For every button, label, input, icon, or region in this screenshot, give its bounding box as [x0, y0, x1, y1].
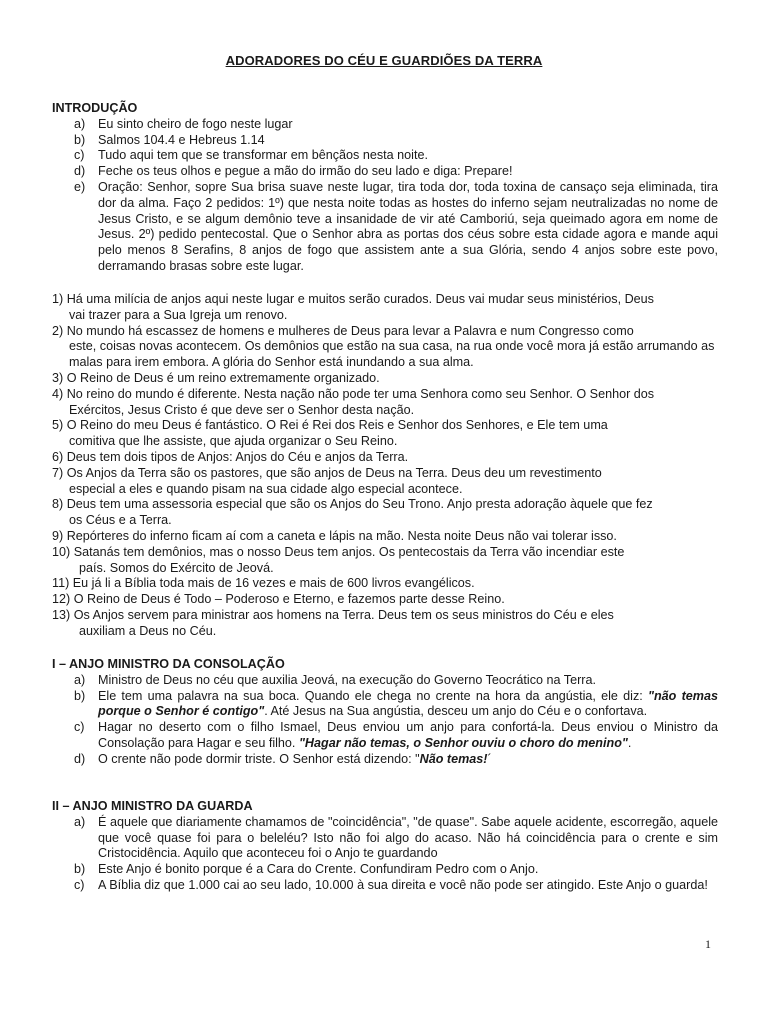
list-item: 8) Deus tem uma assessoria especial que são os Anjos do Seu Trono. Anjo presta adoração àquele que fez os Céus e a Terra.	[52, 497, 653, 528]
section-list	[52, 815, 718, 894]
intro-section	[52, 101, 718, 275]
list-item: c) Hagar no deserto com o filho Ismael, Deus enviou um anjo para confortá-la. Deus enviou o Ministro da Consolação para Hagar e seu filho. "Hagar não temas, o Senhor ouviu o choro do menino".	[74, 720, 718, 750]
list-item: 6) Deus tem dois tipos de Anjos: Anjos do Céu e anjos da Terra.	[52, 449, 409, 464]
list-item: 5) O Reino do meu Deus é fantástico. O Rei é Rei dos Reis e Senhor dos Senhores, e Ele tem uma comitiva que lhe assiste, que ajuda organizar o Seu Reino.	[52, 418, 608, 449]
list-item: 12) O Reino de Deus é Todo – Poderoso e Eterno, e fazemos parte desse Reino.	[52, 592, 505, 607]
list-item: d) O crente não pode dormir triste. O Senhor está dizendo: "Não temas!´	[74, 751, 492, 766]
page-number: 1	[705, 937, 711, 951]
list-item: c) Tudo aqui tem que se transformar em bênçãos nesta noite.	[74, 148, 428, 163]
list-item: e) Oração: Senhor, sopre Sua brisa suave neste lugar, tira toda dor, toda toxina de cansaço seja eliminada, tira dor da alma. Faço 2 pedidos: 1º) que nesta noite todas as hostes do inferno sejam neutralizadas no nome de Jesus Cristo, e se algum demônio teve a insanidade de vir até Camboriú, seja queimado agora em nome de Jesus. 2º) pedido pentecostal. Que o Senhor abra as portas dos céus sobre esta cidade agora e mande aqui pelo menos 8 Serafins, 8 anjos de fogo que assistem ante a sua Glória, sendo 4 anjos sobre este povo, derramando brasas sobre este lugar.	[74, 179, 718, 273]
list-item: 10) Satanás tem demônios, mas o nosso Deus tem anjos. Os pentecostais da Terra vão incendiar este país. Somos do Exército de Jeová.	[52, 544, 625, 575]
list-item: a) Eu sinto cheiro de fogo neste lugar	[74, 116, 293, 131]
list-item: 2) No mundo há escassez de homens e mulheres de Deus para levar a Palavra e num Congresso como este, coisas novas acontecem. Os demônios que estão na sua casa, na rua onde você mora já estão arrumando as malas para irem embora. A glória do Senhor está inundando a sua alma.	[52, 323, 715, 370]
numbered-list	[52, 292, 718, 640]
intro-heading: INTRODUÇÃO	[52, 101, 138, 115]
list-item: 1) Há uma milícia de anjos aqui neste lugar e muitos serão curados. Deus vai mudar seus ministérios, Deus vai trazer para a Sua Igreja um renovo.	[52, 292, 654, 322]
list-item: 4) No reino do mundo é diferente. Nesta nação não pode ter uma Senhora como seu Senhor. O Senhor dos Exércitos, Jesus Cristo é que deve ser o Senhor desta nação.	[52, 386, 655, 417]
list-item: a) Ministro de Deus no céu que auxilia Jeová, na execução do Governo Teocrático na Terra.	[74, 672, 596, 687]
list-item: b) Este Anjo é bonito porque é a Cara do Crente. Confundiram Pedro com o Anjo.	[74, 862, 539, 877]
list-item: 9) Repórteres do inferno ficam aí com a caneta e lápis na mão. Nesta noite Deus não vai tolerar isso.	[52, 528, 617, 543]
list-item: 13) Os Anjos servem para ministrar aos homens na Terra. Deus tem os seus ministros do Céu e eles auxiliam a Deus no Céu.	[52, 607, 614, 638]
list-item: c) A Bíblia diz que 1.000 cai ao seu lado, 10.000 à sua direita e você não pode ser atingido. Este Anjo o guarda!	[74, 877, 708, 892]
list-item: b) Salmos 104.4 e Hebreus 1.14	[74, 132, 265, 147]
list-item: d) Feche os teus olhos e pegue a mão do irmão do seu lado e diga: Prepare!	[74, 164, 513, 179]
list-item: 3) O Reino de Deus é um reino extremamente organizado.	[52, 370, 380, 385]
section-list	[52, 673, 718, 768]
section-heading: II – ANJO MINISTRO DA GUARDA	[52, 799, 253, 813]
document-title: ADORADORES DO CÉU E GUARDIÕES DA TERRA	[225, 53, 543, 68]
section-consolacao	[52, 657, 718, 768]
intro-list	[52, 117, 718, 275]
section-guarda	[52, 799, 718, 894]
list-item: 7) Os Anjos da Terra são os pastores, que são anjos de Deus na Terra. Deus deu um revestimento especial a eles e quando pisam na sua cidade algo especial acontece.	[52, 465, 602, 496]
list-item: a) É aquele que diariamente chamamos de "coincidência", "de quase". Sabe aquele acidente, escorregão, aquele que você quase foi para o beleléu? Isto não foi algo do acaso. Não há coincidência para o crente e sim Cristocidência. Aquilo que aconteceu foi o Anjo te guardando	[74, 814, 718, 861]
section-heading: I – ANJO MINISTRO DA CONSOLAÇÃO	[52, 657, 285, 671]
list-item: b) Ele tem uma palavra na sua boca. Quando ele chega no crente na hora da angústia, ele diz: "não temas porque o Senhor é contigo". Até Jesus na Sua angústia, desceu um anjo do Céu e o confortava.	[74, 688, 718, 719]
list-item: 11) Eu já li a Bíblia toda mais de 16 vezes e mais de 600 livros evangélicos.	[52, 576, 475, 591]
